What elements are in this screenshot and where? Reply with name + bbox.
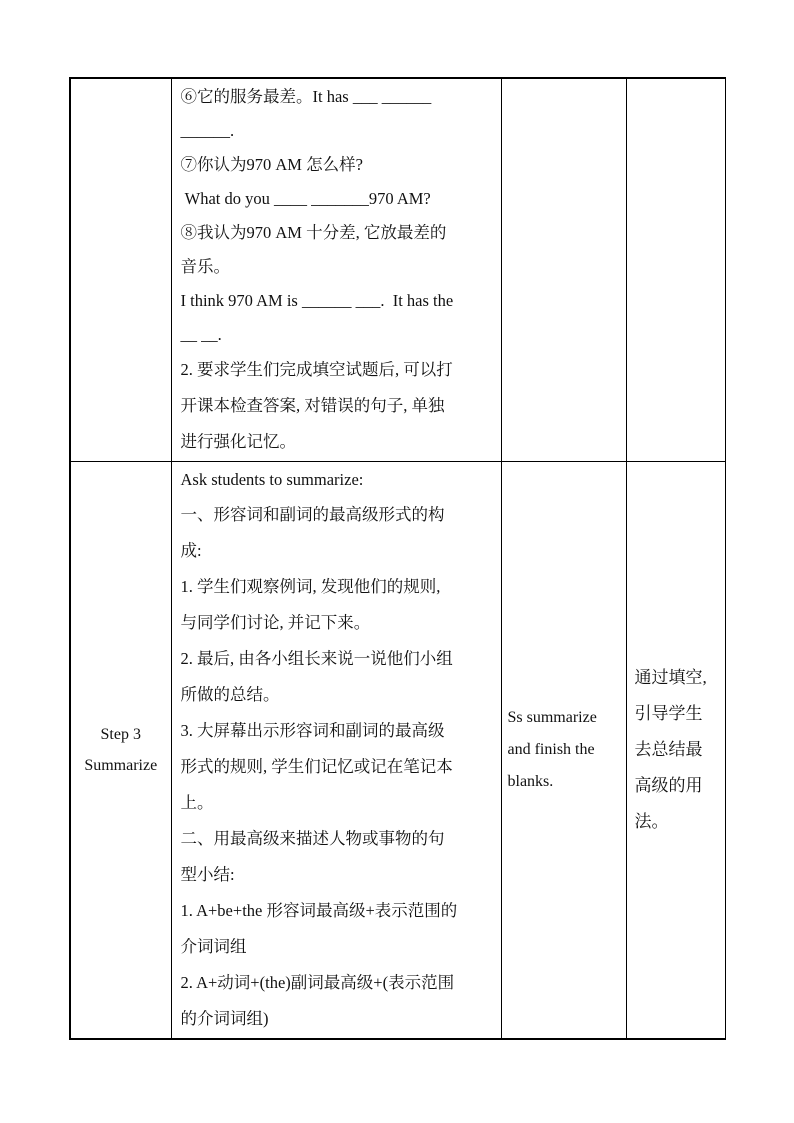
purpose-cell [626, 78, 725, 461]
activity-line: 2. 最后, 由各小组长来说一说他们小组 [180, 648, 453, 668]
activity-line: 上。 [180, 792, 214, 812]
activity-line: 进行强化记忆。 [180, 432, 296, 451]
activity-line: Ask students to summarize: [180, 469, 364, 489]
student-activity-text [502, 702, 626, 798]
activity-line: __ __. [180, 325, 222, 344]
activity-line: 形式的规则, 学生们记忆或记在笔记本 [180, 756, 453, 776]
activity-line: 音乐。 [180, 257, 230, 276]
purpose-line: 去总结最 [634, 739, 703, 759]
activity-line: ⑥它的服务最差。It has ___ ______ [180, 87, 432, 106]
purpose-text [627, 660, 725, 840]
activity-line: What do you ____ _______970 AM? [180, 189, 431, 208]
activity-line: 2. A+动词+(the)副词最高级+(表示范围 [180, 972, 455, 992]
activity-line: 1. 学生们观察例词, 发现他们的规则, [180, 576, 441, 596]
table-row [70, 78, 725, 461]
activity-text [172, 79, 501, 460]
student-line: Ss summarize [507, 708, 597, 726]
activity-line: 与同学们讨论, 并记下来。 [180, 612, 371, 632]
activity-line: 成: [180, 540, 202, 560]
student-cell [501, 78, 626, 461]
table-row [70, 461, 725, 1039]
student-line: blanks. [507, 772, 554, 790]
activity-cell [171, 461, 501, 1039]
purpose-line: 高级的用 [634, 775, 703, 795]
activity-line: 开课本检查答案, 对错误的句子, 单独 [180, 396, 445, 415]
activity-line: 型小结: [180, 864, 235, 884]
activity-line: I think 970 AM is ______ ___. It has the [180, 291, 454, 310]
step-number: Step 3 [100, 725, 141, 743]
purpose-line: 引导学生 [634, 703, 703, 723]
student-cell [501, 461, 626, 1039]
activity-line: ______. [180, 121, 235, 140]
activity-line: 一、形容词和副词的最高级形式的构 [180, 504, 445, 524]
activity-line: ⑦你认为970 AM 怎么样? [180, 155, 363, 174]
activity-line: 所做的总结。 [180, 684, 280, 704]
activity-line: 介词词组 [180, 936, 247, 956]
activity-line: 二、用最高级来描述人物或事物的句 [180, 828, 445, 848]
activity-line: 1. A+be+the 形容词最高级+表示范围的 [180, 900, 458, 920]
purpose-cell [626, 461, 725, 1039]
step-label [71, 719, 171, 781]
activity-line: 2. 要求学生们完成填空试题后, 可以打 [180, 360, 453, 379]
purpose-line: 法。 [634, 811, 669, 831]
activity-text [172, 462, 501, 1037]
step-name: Summarize [84, 756, 158, 774]
activity-line: 的介词词组) [180, 1008, 269, 1028]
activity-cell [171, 78, 501, 461]
activity-line: ⑧我认为970 AM 十分差, 它放最差的 [180, 223, 447, 242]
activity-line: 3. 大屏幕出示形容词和副词的最高级 [180, 720, 445, 740]
step-cell [70, 78, 171, 461]
lesson-plan-table [69, 77, 726, 1040]
purpose-line: 通过填空, [634, 667, 707, 687]
student-line: and finish the [507, 740, 595, 758]
step-cell [70, 461, 171, 1039]
